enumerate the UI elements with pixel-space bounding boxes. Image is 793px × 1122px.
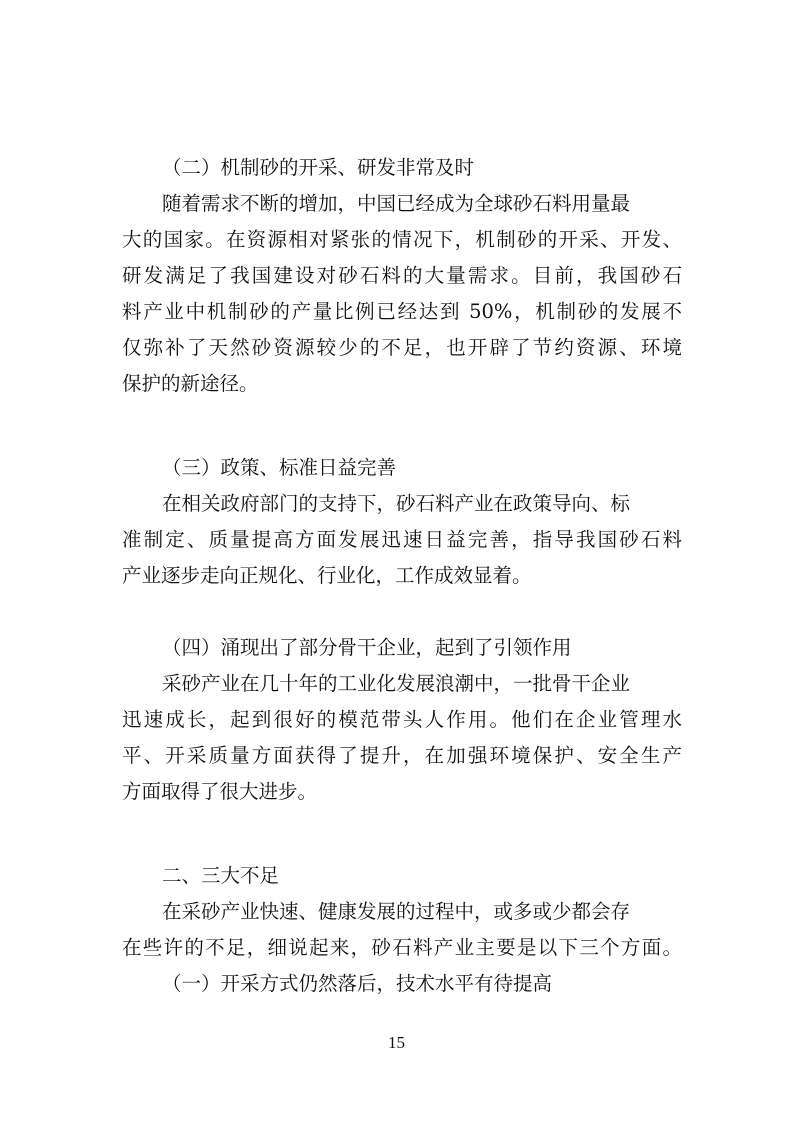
paragraph-line: 保护的新途径。 [122,372,259,395]
page-number: 15 [388,1033,405,1052]
subsection-heading: （一）开采方式仍然落后，技术水平有待提高 [162,972,553,995]
section-heading: 二、三大不足 [162,864,280,887]
paragraph-line: 迅速成长，起到很好的模范带头人作用。他们在企业管理水 [122,708,682,731]
paragraph-line: 准制定、质量提高方面发展迅速日益完善，指导我国砂石料 [122,528,682,551]
paragraph-line: 在些许的不足，细说起来，砂石料产业主要是以下三个方面。 [122,936,682,959]
section-heading: （二）机制砂的开采、研发非常及时 [162,156,475,179]
paragraph-line: 在相关政府部门的支持下，砂石料产业在政策导向、标 [162,492,631,515]
paragraph-line: 采砂产业在几十年的工业化发展浪潮中，一批骨干企业 [162,672,631,695]
paragraph-line: 料产业中机制砂的产量比例已经达到 50%，机制砂的发展不 [122,300,682,323]
paragraph-line: 研发满足了我国建设对砂石料的大量需求。目前，我国砂石 [122,264,682,287]
section-heading: （三）政策、标准日益完善 [162,456,397,479]
paragraph-line: 平、开采质量方面获得了提升，在加强环境保护、安全生产 [122,744,682,767]
paragraph-line: 大的国家。在资源相对紧张的情况下，机制砂的开采、开发、 [122,228,682,251]
paragraph-line: 在采砂产业快速、健康发展的过程中，或多或少都会存 [162,900,631,923]
section-heading: （四）涌现出了部分骨干企业，起到了引领作用 [162,636,572,659]
paragraph-line: 仅弥补了天然砂资源较少的不足，也开辟了节约资源、环境 [122,336,682,359]
paragraph-line: 随着需求不断的增加，中国已经成为全球砂石料用量最 [162,192,631,215]
paragraph-line: 产业逐步走向正规化、行业化，工作成效显着。 [122,564,532,587]
paragraph-line: 方面取得了很大进步。 [122,780,318,803]
